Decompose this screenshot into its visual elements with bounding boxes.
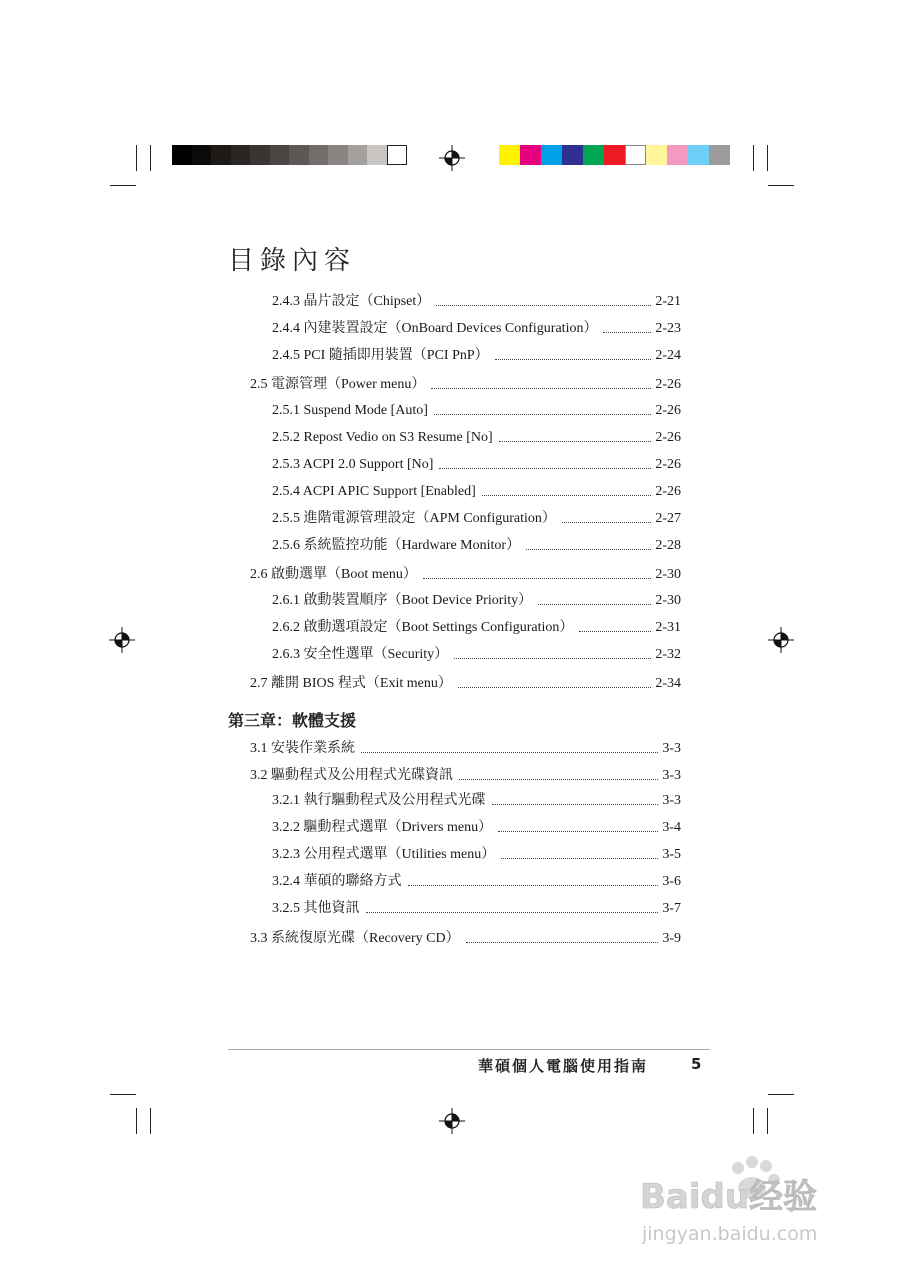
gray-swatch [250,145,270,165]
gray-swatch [211,145,231,165]
toc-entry [272,843,681,863]
toc-entry-title: 3.3 系統復原光碟（Recovery CD） [250,931,460,946]
toc-entry [250,672,681,692]
toc-entry [272,453,681,473]
toc-entry-title: 2.6.1 啟動裝置順序（Boot Device Priority） [272,593,533,608]
chapter-3-heading: 第三章：軟體支援 [228,711,357,730]
toc-entry-page: 3-9 [662,931,681,946]
toc-entry-title: 2.5 電源管理（Power menu） [250,377,426,392]
gray-swatch [289,145,309,165]
toc-entry-title: 2.5.3 ACPI 2.0 Support [No] [272,457,434,472]
toc-leader-dots [408,885,659,886]
toc-entry [250,737,681,757]
gray-swatch [367,145,387,165]
color-swatch [709,145,730,165]
toc-entry-page: 3-6 [662,874,681,889]
gray-swatch [348,145,368,165]
gray-swatch [192,145,212,165]
toc-leader-dots [459,779,658,780]
color-swatch [499,145,520,165]
toc-leader-dots [495,359,652,360]
toc-entry-title: 3.1 安裝作業系統 [250,741,355,756]
toc-entry-page: 2-28 [655,538,681,553]
gray-swatch [270,145,290,165]
toc-entry-page: 2-27 [655,511,681,526]
toc-entry-page: 2-26 [655,430,681,445]
toc-leader-dots [436,305,651,306]
toc-entry-title: 3.2 驅動程式及公用程式光碟資訊 [250,768,453,783]
toc-entry [250,927,681,947]
toc-entry [250,563,681,583]
color-swatch [667,145,688,165]
toc-entry [272,507,681,527]
watermark-url-text: jingyan.baidu.com [642,1223,818,1245]
toc-entry-page: 2-26 [655,403,681,418]
toc-entry-title: 2.4.5 PCI 隨插即用裝置（PCI PnP） [272,348,489,363]
toc-entry-page: 2-31 [655,620,681,635]
toc-entry [272,480,681,500]
gray-swatch [387,145,407,165]
registration-mark-top-icon [439,145,465,171]
toc-entry [272,317,681,337]
toc-leader-dots [526,549,651,550]
footer-divider [228,1049,710,1050]
toc-leader-dots [562,522,651,523]
toc-entry-page: 3-4 [662,820,681,835]
toc-entry-page: 2-24 [655,348,681,363]
color-swatch [541,145,562,165]
toc-leader-dots [423,578,651,579]
toc-entry-title: 3.2.1 執行驅動程式及公用程式光碟 [272,793,486,808]
gray-swatch [172,145,192,165]
toc-entry [250,373,681,393]
toc-entry-title: 3.2.5 其他資訊 [272,901,360,916]
toc-entry-page: 2-30 [655,567,681,582]
page-title: 目錄內容 [228,246,357,276]
toc-entry-title: 3.2.4 華碩的聯絡方式 [272,874,402,889]
toc-entry-page: 2-26 [655,377,681,392]
toc-entry-title: 3.2.2 驅動程式選單（Drivers menu） [272,820,493,835]
toc-leader-dots [366,912,659,913]
footer-book-title: 華碩個人電腦使用指南 [477,1057,648,1075]
gray-swatch [231,145,251,165]
toc-entry [272,344,681,364]
toc-entry [272,643,681,663]
toc-entry-page: 3-7 [662,901,681,916]
toc-entry [272,534,681,554]
toc-entry-title: 2.6.3 安全性選單（Security） [272,647,449,662]
gray-swatch [309,145,329,165]
toc-leader-dots [454,658,651,659]
toc-entry-title: 3.2.3 公用程式選單（Utilities menu） [272,847,496,862]
toc-entry-page: 2-30 [655,593,681,608]
toc-leader-dots [466,942,659,943]
toc-leader-dots [431,388,651,389]
color-swatch [520,145,541,165]
toc-leader-dots [501,858,658,859]
toc-entry [272,616,681,636]
toc-entry-title: 2.5.6 系統監控功能（Hardware Monitor） [272,538,521,553]
toc-entry-title: 2.7 離開 BIOS 程式（Exit menu） [250,676,452,691]
toc-entry [272,816,681,836]
gray-swatch [328,145,348,165]
registration-mark-right-icon [768,627,794,653]
toc-entry-page: 3-3 [662,793,681,808]
toc-leader-dots [458,687,651,688]
toc-entry-page: 2-21 [655,294,681,309]
toc-entry-page: 2-26 [655,484,681,499]
toc-leader-dots [499,441,652,442]
registration-mark-left-icon [109,627,135,653]
footer-page-number: 5 [691,1055,702,1073]
toc-entry-page: 3-5 [662,847,681,862]
toc-entry [272,426,681,446]
toc-entry-page: 2-26 [655,457,681,472]
toc-leader-dots [538,604,651,605]
color-swatch [604,145,625,165]
color-swatch [583,145,604,165]
toc-entry [272,870,681,890]
toc-entry-page: 2-32 [655,647,681,662]
toc-leader-dots [579,631,651,632]
toc-entry-title: 2.5.2 Repost Vedio on S3 Resume [No] [272,430,493,445]
watermark-logo-text: Baidu经验 [640,1177,818,1217]
toc-entry [272,399,681,419]
color-swatch [646,145,667,165]
toc-entry [272,589,681,609]
baidu-watermark-logo [640,1150,860,1250]
toc-leader-dots [361,752,658,753]
toc-entry-title: 2.5.4 ACPI APIC Support [Enabled] [272,484,476,499]
toc-leader-dots [439,468,651,469]
toc-entry [250,764,681,784]
color-swatch [562,145,583,165]
toc-entry-page: 3-3 [662,741,681,756]
toc-leader-dots [603,332,651,333]
toc-entry [272,789,681,809]
registration-mark-bottom-icon [439,1108,465,1134]
color-swatch [688,145,709,165]
toc-entry-title: 2.4.4 內建裝置設定（OnBoard Devices Configuration） [272,321,598,336]
toc-leader-dots [434,414,651,415]
toc-entry-title: 2.6.2 啟動選項設定（Boot Settings Configuration） [272,620,574,635]
toc-entry [272,897,681,917]
toc-leader-dots [492,804,659,805]
color-swatch [625,145,646,165]
toc-entry-page: 2-34 [655,676,681,691]
toc-leader-dots [482,495,652,496]
toc-entry-title: 2.4.3 晶片設定（Chipset） [272,294,431,309]
toc-entry-title: 2.6 啟動選單（Boot menu） [250,567,417,582]
toc-leader-dots [498,831,658,832]
toc-entry-page: 3-3 [662,768,681,783]
toc-entry-page: 2-23 [655,321,681,336]
toc-entry-title: 2.5.1 Suspend Mode [Auto] [272,403,428,418]
toc-entry [272,290,681,310]
toc-entry-title: 2.5.5 進階電源管理設定（APM Configuration） [272,511,556,526]
